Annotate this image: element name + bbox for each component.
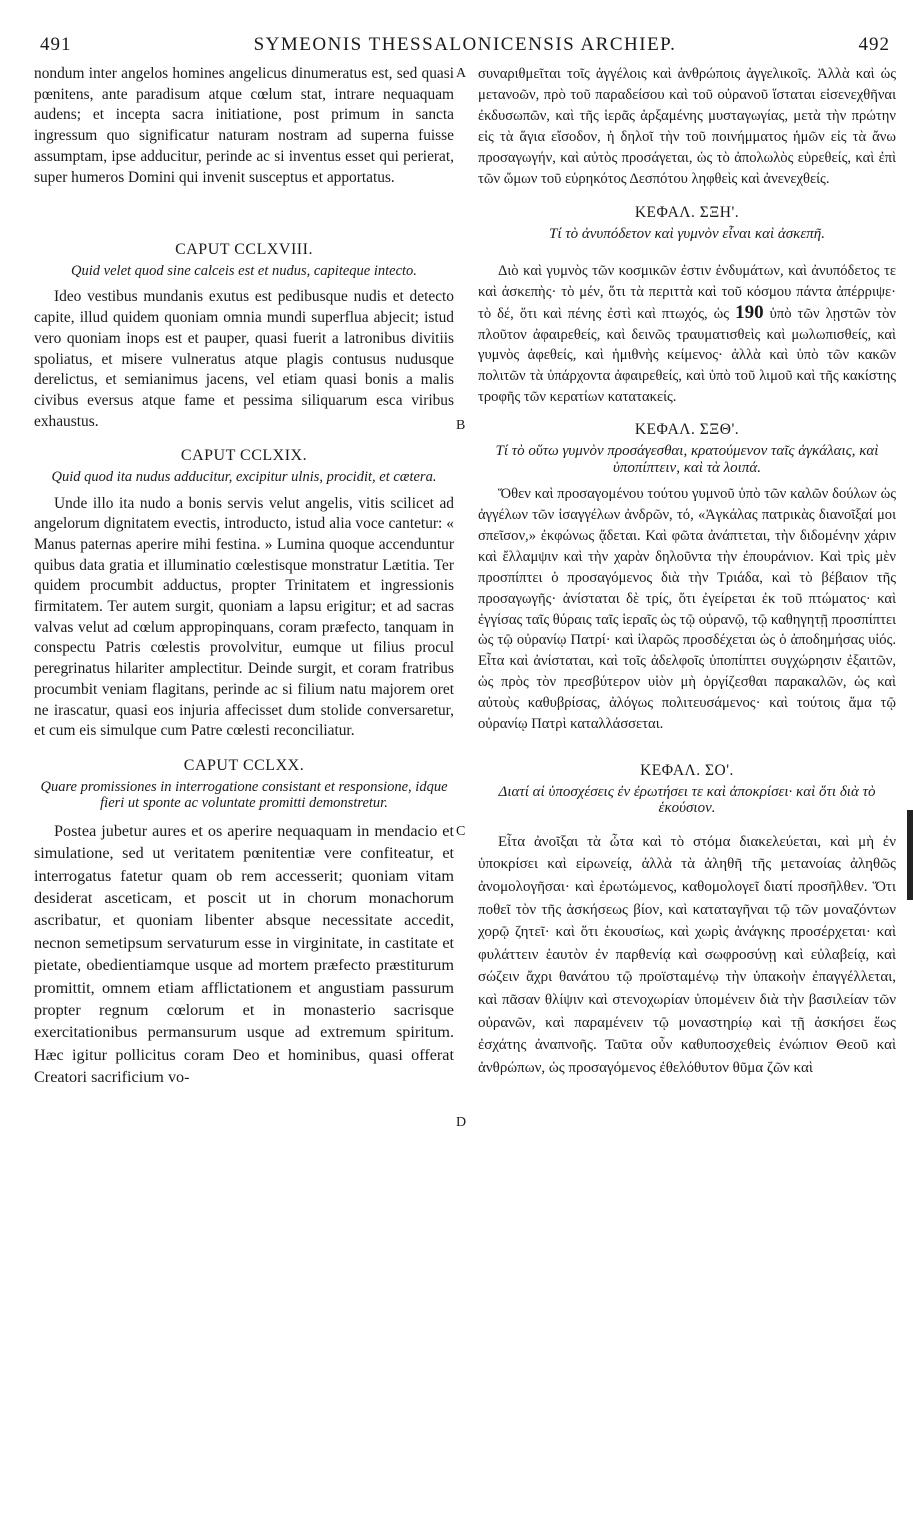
caput-269-title: CAPUT CCLXIX. <box>180 447 308 465</box>
kephal-269-title: ΚΕΦΑΛ. ΣΞΘ'. <box>634 421 740 439</box>
column-number-190: 190 <box>735 301 764 323</box>
margin-letter-a: A <box>456 66 467 81</box>
margin-letter-d: D <box>456 1115 467 1130</box>
caput-268-title: CAPUT CCLXVIII. <box>175 241 313 259</box>
greek-intro-paragraph: συναριθμεῖται τοῖς ἀγγέλοις καὶ ἀνθρώποις ἀγγελικοῖς. Ἀλλὰ καὶ ὡς μετανοῶν, πρὸ τοῦ παραδείσου καὶ τοῦ οὐρανοῦ ἵσταται εἰσενεχθῆναι ἐκδυσωπῶν, καὶ τῆς ἱερᾶς ἀρξαμένης μυσταγωγίας, μετὰ τὴν πρώτην εἰς τὰ ἅγια εἴσοδον, ἡ δηλοῖ τὴν τοῦ ποινήμματος ἡμῶν εἰς τὰ ἄνω προσαγωγήν, καὶ αὐτὸς προσάγεται, ὡς τὸ ἀπολωλὸς εὑρεθείς, καὶ ἐπὶ τῶν ὤμων τοῦ εὑρηκότος Δεσπότου ληφθεὶς καὶ ἀνενεχθείς. <box>478 66 896 187</box>
running-title: SYMEONIS THESSALONICENSIS ARCHIEP. <box>253 34 677 55</box>
caput-269-text: Unde illo ita nudo a bonis servis velut angelis, vitis scilicet ad angelorum dignitatem evectis, introducto, istud alia voce cantetur: « Manus paternas aperire mihi festina. » Lumina quoque accenduntur quibus data gratia et illuminatio cœlestisque monstratur Lætitia. Ter quidem procumbit adductus, propter Trinitatem et ingressionis firmitatem. Ter autem surgit, quoniam a lapsu erigitur; et ad sacras valvas velut ad cœlum appropinquans, coram præfecto, tanquam in conspectu Patris cœlestis provolvitur, eumque ut filius procul peregrinatus hilariter amplectitur. Deinde surgit, et coram fratribus procumbit veniam flagitans, perinde ac si filium natu majorem oret ne irascatur, quasi eos injuria affecisset dum stolide conversaretur, et cum eis simulque cum Patre cœlesti reconciliatur. <box>34 494 454 740</box>
kephal-269-text: Ὅθεν καὶ προσαγομένου τούτου γυμνοῦ ὑπὸ τῶν καλῶν δούλων ὡς ἀγγέλων τῶν ἰσαγγέλων ἀνδρῶν, τό, «Ἀγκάλας πατρικὰς διανοῖξαί μοι σπεῖσον,» ἐκφώνως ᾄδεται. Καὶ φῶτα ἀνάπτεται, τὴν διδομένην χάριν καὶ ἔλλαμψιν καὶ τὴν χαρὰν δηλοῦντα τὴν ἐπουράνιον. Καὶ τρὶς μὲν προσπίπτει ὁ προσαγόμενος διὰ τὴν Τριάδα, καὶ τὸ βέβαιον τῆς προσαγωγῆς· ἀνίσταται δὲ τρίς, ὅτι ἐγείρεται ἐκ τοῦ πτώματος· καὶ ἐγγίσας ταῖς θύραις ταῖς ἱεραῖς ὡς τῷ οὐρανῷ, τῷ καθηγητῇ προσπίπτει ὡς τῷ οὐρανίῳ Πατρί· καὶ ἱλαρῶς προσδέχεται ὡς ὁ ἀποδημήσας υἱός. Εἶτα καὶ ἀνίσταται, καὶ τοῖς ἀδελφοῖς ὑποπίπτει συγχώρησιν ἐξαιτῶν, ὡς πρὸς τὸν πρεσβύτερον υἱὸν μὴ ὀργίζεσθαι παρακαλῶν, ὡς καὶ αὐτοὺς καθυβρίσας, ἀλόγως πολιτευσάμενος· καὶ τούτοις ἅμα τῷ οὐρανίῳ Πατρὶ καταλλάσσεται. <box>478 486 896 733</box>
margin-letter-c: C <box>456 824 466 839</box>
caput-270-text: Postea jubetur aures et os aperire nequaquam in mendacio et simulatione, sed ut veritatem pœnitentiæ vere confiteatur, et interrogatus fatetur quam ob rem accesserit; quoniam vitam desiderat asceticam, et poscit ut in chorum monachorum ascribatur, et quoniam libenter absque necessitate accedit, necnon semetipsum servaturum esse in virginitate, in castitate et pietate, obedientiamque usque ad mortem præfecto præstiturum promittit, omnem etiam afflictationem et angustiam passurum propter regnum cœlorum et in monasterio sacrisque exercitationibus permansurum usque ad extremum spiritum. Hæc igitur pollicitus coram Deo et hominibus, quasi offerat Creatori sacrificium vo- <box>34 821 454 1087</box>
kephal-270-title: ΚΕΦΑΛ. ΣΟ'. <box>640 761 734 779</box>
caput-270-title: CAPUT CCLXX. <box>183 756 305 774</box>
latin-intro-paragraph: nondum inter angelos homines angelicus dinumeratus est, sed quasi pœnitens, ante paradisum atque cœlum stat, intrare nequaquam audens; et incepta sacra initiatione, post primum in sancta ingressum quo significatur naturam nostram ad superna fuisse assumptam, ipse adducitur, perinde ac si inventus esset qui perierat, super humeros Domini qui invenit susceptus et apportatus. <box>34 65 454 186</box>
margin-letter-b: B <box>456 418 466 433</box>
running-header <box>40 34 890 64</box>
kephal-268-text-a: Διὸ καὶ γυμνὸς τῶν κοσμικῶν ἐστιν ἐνδυμάτων, καὶ ἀνυπόδετος τε καὶ ἀσκεπὴς· τὸ μέν, ὅτι τὰ περιττὰ καὶ τοῦ κόσμου πάντα ἀπέρριψε· τὸ δέ, ὅτι καὶ πένης ἐστὶ καὶ πτωχός, ὡς <box>478 262 896 322</box>
caput-269-subtitle: Quid quod ita nudus adducitur, excipitur ulnis, procidit, et cætera. <box>51 469 437 486</box>
kephal-268-subtitle: Τί τὸ ἀνυπόδετον καὶ γυμνὸν εἶναι καὶ ἀσκεπῆ. <box>549 226 825 243</box>
kephal-270-text: Εἶτα ἀνοῖξαι τὰ ὦτα καὶ τὸ στόμα διακελεύεται, καὶ μὴ ἐν ὑποκρίσει καὶ εἰρωνείᾳ, ἀλλὰ τὰ ἀληθῆ τῆς μετανοίας ἀληθῶς ἀνομολογῆσαι· καὶ ἐρωτώμενος, καθομολογεῖ διατί προσῆλθεν. Ὅτι ποθεῖ τὸν τῆς ἀσκήσεως βίον, καὶ καταταγῆναι τῷ τῶν μοναζόντων χορῷ ζητεῖ· καὶ ὅτι ἑκουσίως, καὶ χωρὶς ἀνάγκης προσέρχεται· καὶ φυλάττειν ἑαυτὸν ἐν παρθενίᾳ καὶ σωφροσύνῃ καὶ εὐλαβείᾳ, καὶ σώζειν ἄχρι θανάτου τῷ προϊσταμένῳ τὴν ὑπακοὴν ἐπαγγέλλεται, καὶ πᾶσαν θλίψιν καὶ στενοχωρίαν ὑπομένειν διὰ τὴν βασιλείαν τῶν οὐρανῶν, καὶ παραμένειν τῷ μοναστηρίῳ καὶ τῇ ἀσκήσει ἕως ἐσχάτης ἀναπνοῆς. Ταῦτα οὖν καθυποσχεθεὶς ἐνώπιον Θεοῦ καὶ ἀνθρώπων, ὡς προσαγόμενος ἐθελόθυτον θῦμα ζῶν καὶ <box>478 833 896 1076</box>
page-edge-mark <box>907 810 913 900</box>
caput-270-subtitle: Quare promissiones in interrogatione consistant et responsione, idque fieri ut sponte ac voluntate promitti demonstretur. <box>40 778 448 812</box>
kephal-268-text <box>478 261 896 408</box>
page-number-left: 491 <box>40 34 72 55</box>
page-number-right: 492 <box>858 34 890 55</box>
caput-268-subtitle: Quid velet quod sine calceis est et nudus, capiteque intecto. <box>71 262 417 279</box>
greek-column <box>478 64 896 1079</box>
kephal-268-text-b: ὑπὸ τῶν λῃστῶν τὸν πλοῦτον ἀφαιρεθείς, καὶ δεινῶς τραυματισθεὶς καὶ μωλωπισθείς, καὶ γυμνὸς ἀφεθείς, καὶ ἡμιθνὴς κείμενος· ἀλλὰ καὶ ὑπὸ τῶν κακῶν πολιτῶν τὰ ὑπάρχοντα ἀφαιρεθείς, καὶ ὑπὸ τοῦ λιμοῦ καὶ τῆς κακίστης τροφῆς τῶν κερατίων κατατακείς. <box>478 305 897 406</box>
kephal-269-subtitle: Τί τὸ οὕτω γυμνὸν προσάγεσθαι, κρατούμενον ταῖς ἀγκάλαις, καὶ ὑποπίπτειν, καὶ τὰ λοιπά. <box>495 443 879 476</box>
caput-268-text: Ideo vestibus mundanis exutus est pedibusque nudis et detecto capite, illud quidem quoniam omnia mundi superflua abjecit; istud vero quoniam inops est et pauper, quasi fuerit a latronibus divitiis spoliatus, et misere vulneratus atque plagis contusus nudusque derelictus, et semianimus jacens, vel etiam quasi bonis a malis civibus eversus atque fame et pessima siliquarum esca viribus exhaustus. <box>34 288 454 430</box>
kephal-268-title: ΚΕΦΑΛ. ΣΞΗ'. <box>634 204 740 222</box>
kephal-270-subtitle: Διατί αἱ ὑποσχέσεις ἐν ἐρωτήσει τε καὶ ἀποκρίσει· καὶ ὅτι διὰ τὸ ἑκούσιον. <box>498 783 876 817</box>
latin-column <box>34 64 454 1089</box>
